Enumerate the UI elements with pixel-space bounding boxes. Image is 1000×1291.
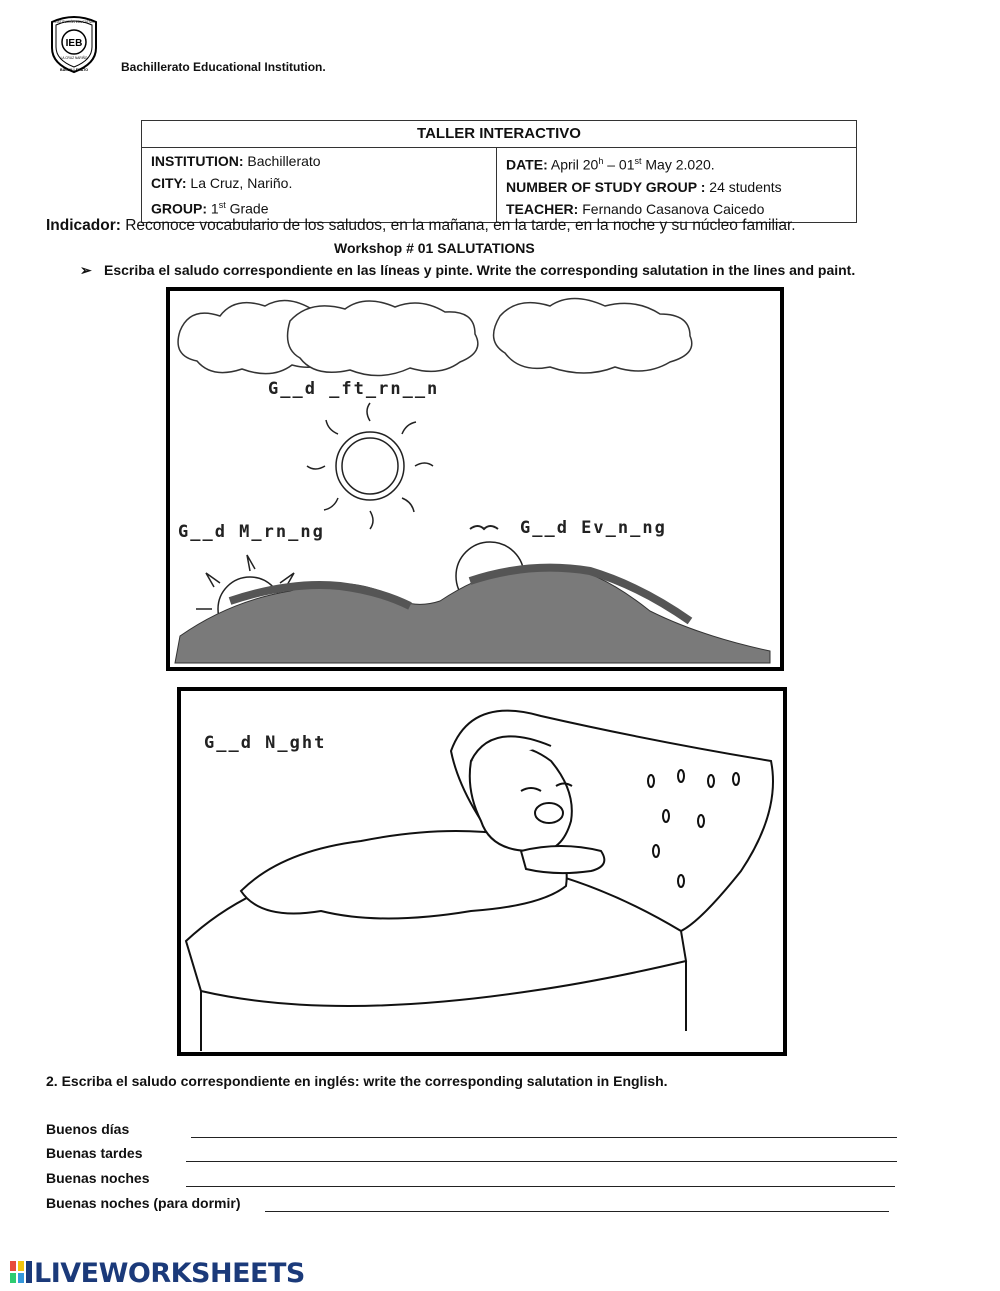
good-afternoon-puzzle: G__d _ft_rn__n	[268, 379, 440, 399]
answer-line-buenos-dias[interactable]	[191, 1137, 897, 1138]
clouds-icon	[178, 299, 692, 376]
good-morning-puzzle: G__d M_rn_ng	[178, 522, 325, 542]
info-right-cell	[497, 148, 857, 223]
good-evening-puzzle: G__d Ev_n_ng	[520, 518, 667, 538]
greetings-illustration-panel	[166, 287, 784, 671]
logo-bottom-text: BACHILLERATO	[59, 68, 89, 72]
liveworksheets-brand: LIVEWORKSHEETS	[34, 1258, 305, 1289]
logo-sub-text: LA CRUZ NARIÑO	[60, 56, 88, 60]
landscape-illustration	[170, 291, 780, 667]
logo-center-text: IEB	[65, 38, 83, 49]
good-night-panel	[177, 687, 787, 1056]
info-table	[141, 120, 857, 223]
teacher-row: TEACHER: Fernando Casanova Caicedo	[506, 200, 765, 217]
city-row: CITY: La Cruz, Nariño.	[151, 175, 293, 191]
indicator-text: Indicador: Reconoce vocabulario de los saludos, en la mañana, en la tarde, en la noche y su núcleo familiar.	[46, 217, 796, 234]
liveworksheets-logo[interactable]	[10, 1258, 305, 1290]
answer-row-buenas-tardes: Buenas tardes	[46, 1145, 143, 1161]
arrow-bullet-icon: ➢	[80, 262, 92, 278]
answer-line-para-dormir[interactable]	[265, 1211, 889, 1212]
institution-row: INSTITUTION: Bachillerato	[151, 153, 321, 169]
answer-row-buenos-dias: Buenos días	[46, 1121, 130, 1137]
liveworksheets-icon	[10, 1259, 32, 1290]
answer-line-buenas-tardes[interactable]	[186, 1161, 897, 1162]
date-row: DATE: April 20$^h$ – 01st May 2.020.	[506, 156, 715, 173]
group-row: GROUP: 1st Grade	[151, 200, 269, 217]
answer-row-para-dormir: Buenas noches (para dormir)	[46, 1195, 241, 1211]
workshop-title: Workshop # 01 SALUTATIONS	[334, 240, 535, 256]
study-group-row: NUMBER OF STUDY GROUP : 24 students	[506, 178, 782, 195]
info-left-cell	[142, 148, 497, 223]
school-logo	[46, 14, 102, 74]
exercise-2-title: 2. Escriba el saludo correspondiente en inglés: write the corresponding salutation in English.	[46, 1073, 668, 1089]
answer-line-buenas-noches[interactable]	[186, 1186, 895, 1187]
answer-row-buenas-noches: Buenas noches	[46, 1170, 150, 1186]
sun-icon	[307, 403, 433, 529]
good-night-puzzle: G__d N_ght	[204, 733, 327, 753]
instruction: ➢ Escriba el saludo correspondiente en las líneas y pinte. Write the corresponding salutation in the lines and paint.	[80, 262, 856, 278]
logo-top-text: INSTITUCIÓN EDUCATIVA	[54, 20, 94, 24]
table-title: TALLER INTERACTIVO	[142, 121, 857, 148]
bird-icon	[470, 526, 498, 529]
institution-name: Bachillerato Educational Institution.	[121, 60, 326, 74]
